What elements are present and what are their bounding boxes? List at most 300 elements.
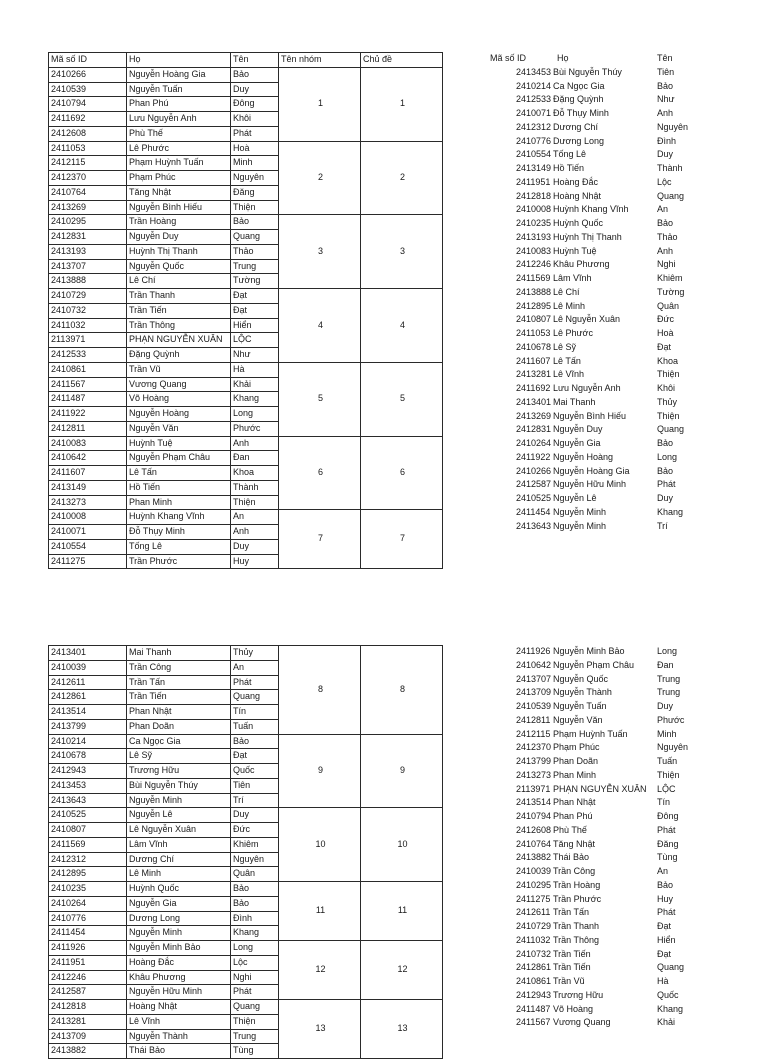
list-item-id: 2413707 bbox=[516, 673, 552, 684]
list-item-id: 2410807 bbox=[516, 314, 552, 325]
student-id-cell: 2410729 bbox=[49, 289, 127, 304]
student-ho-cell: Phan Minh bbox=[127, 495, 231, 510]
student-ten-cell: Bảo bbox=[231, 215, 279, 230]
student-ten-cell: Đức bbox=[231, 823, 279, 838]
student-id-cell: 2411569 bbox=[49, 837, 127, 852]
student-ho-cell: Phạm Huỳnh Tuấn bbox=[127, 156, 231, 171]
list-item-id: 2113971 bbox=[516, 783, 551, 794]
list-item-id: 2412587 bbox=[516, 479, 552, 490]
list-item-ho: Hồ Tiến bbox=[553, 163, 585, 173]
student-id-cell: 2411926 bbox=[49, 941, 127, 956]
student-id-cell: 2413799 bbox=[49, 719, 127, 734]
list-header-ten: Tên bbox=[657, 53, 673, 63]
list-item-ho: Nguyễn Hữu Minh bbox=[553, 479, 627, 490]
topic-number-cell: 9 bbox=[361, 734, 443, 808]
list-item-ten: Phát bbox=[657, 824, 676, 835]
list-item-ho: Trần Tiến bbox=[553, 962, 591, 973]
student-ten-cell: Phước bbox=[231, 421, 279, 436]
student-id-cell: 2410008 bbox=[49, 510, 127, 525]
student-ho-cell: Phan Doãn bbox=[127, 719, 231, 734]
list-item-ho: Huỳnh Quốc bbox=[553, 218, 604, 228]
list-item-ten: Đức bbox=[657, 314, 675, 325]
list-item-ten: Trí bbox=[657, 520, 668, 531]
student-ten-cell: Huy bbox=[231, 554, 279, 569]
student-ho-cell: Hồ Tiến bbox=[127, 480, 231, 495]
list-item-id: 2410554 bbox=[516, 149, 552, 160]
student-id-cell: 2413709 bbox=[49, 1029, 127, 1044]
student-ten-cell: Tiên bbox=[231, 778, 279, 793]
list-item-id: 2412312 bbox=[516, 121, 552, 132]
student-ten-cell: LỘC bbox=[231, 333, 279, 348]
list-item-ho: Tống Lê bbox=[553, 149, 587, 160]
student-id-cell: 2413193 bbox=[49, 244, 127, 259]
list-item-ten: Trung bbox=[657, 687, 681, 698]
list-item-ten: Phát bbox=[657, 907, 676, 918]
student-ho-cell: Trần Vũ bbox=[127, 362, 231, 377]
list-item-id: 2411053 bbox=[516, 328, 551, 338]
student-ten-cell: Đăng bbox=[231, 185, 279, 200]
group-number-cell: 12 bbox=[279, 941, 361, 1000]
student-ten-cell: Thảo bbox=[231, 244, 279, 259]
list-item-id: 2411275 bbox=[516, 893, 551, 904]
student-id-cell: 2410266 bbox=[49, 67, 127, 82]
list-item-ho: Phan Minh bbox=[553, 769, 597, 780]
header-ho: Họ bbox=[127, 53, 231, 68]
student-id-cell: 2412370 bbox=[49, 171, 127, 186]
list-item-ten: Bảo bbox=[657, 218, 674, 228]
student-ten-cell: Phát bbox=[231, 126, 279, 141]
student-id-cell: 2410083 bbox=[49, 436, 127, 451]
list-item-ho: Trần Hoàng bbox=[553, 879, 601, 890]
student-ten-cell: Quang bbox=[231, 1000, 279, 1015]
student-id-cell: 2413643 bbox=[49, 793, 127, 808]
list-item-ho: Lê Sỹ bbox=[553, 341, 577, 352]
list-item-ten: Thành bbox=[657, 163, 683, 173]
list-item-ho: Trần Thanh bbox=[553, 921, 600, 931]
student-ten-cell: Bảo bbox=[231, 67, 279, 82]
group-number-cell: 9 bbox=[279, 734, 361, 808]
student-ho-cell: Mai Thanh bbox=[127, 646, 231, 661]
student-ten-cell: Như bbox=[231, 348, 279, 363]
student-ho-cell: Nguyễn Hoàng bbox=[127, 407, 231, 422]
list-item-id: 2410214 bbox=[516, 80, 552, 91]
student-id-cell: 2410861 bbox=[49, 362, 127, 377]
group-table-2-body bbox=[49, 646, 443, 1059]
list-item-id: 2411032 bbox=[516, 934, 551, 945]
student-id-cell: 2411487 bbox=[49, 392, 127, 407]
list-item-id: 2411607 bbox=[516, 355, 551, 366]
student-ho-cell: Trần Tấn bbox=[127, 675, 231, 690]
student-ten-cell: Trí bbox=[231, 793, 279, 808]
list-item-ten: Nguyên bbox=[657, 742, 689, 753]
list-header-ho: Họ bbox=[557, 53, 569, 63]
list-item-ten: Bảo bbox=[657, 465, 674, 476]
group-number-cell: 4 bbox=[279, 289, 361, 363]
list-item-id: 2413882 bbox=[516, 852, 552, 863]
group-number-cell: 5 bbox=[279, 362, 361, 436]
list-item-ho: Nguyễn Gia bbox=[553, 438, 601, 448]
student-ten-cell: Thiện bbox=[231, 200, 279, 215]
list-item-id: 2410642 bbox=[516, 659, 552, 670]
list-item-id: 2411487 bbox=[516, 1003, 551, 1014]
student-ten-cell: Duy bbox=[231, 539, 279, 554]
list-item-ho: Trần Thông bbox=[553, 934, 600, 945]
student-ten-cell: Thiện bbox=[231, 1014, 279, 1029]
list-item-id: 2413453 bbox=[516, 66, 552, 77]
list-item-ten: Thiện bbox=[657, 369, 680, 380]
list-item-id: 2412611 bbox=[516, 907, 551, 918]
list-item-ten: Quang bbox=[657, 424, 685, 435]
student-ten-cell: Khoa bbox=[231, 466, 279, 481]
list-item-id: 2412861 bbox=[516, 962, 552, 973]
list-item-id: 2410525 bbox=[516, 493, 552, 503]
student-ten-cell: Duy bbox=[231, 808, 279, 823]
list-item-ho: Phan Phú bbox=[553, 811, 593, 821]
student-ten-cell: Long bbox=[231, 407, 279, 422]
student-ho-cell: Huỳnh Khang Vĩnh bbox=[127, 510, 231, 525]
list-item-ho: Lâm Vĩnh bbox=[553, 273, 592, 283]
list-item-ten: Thủy bbox=[657, 396, 678, 407]
list-item-ten: Thiện bbox=[657, 410, 680, 421]
list-item-ten: Đan bbox=[657, 659, 674, 670]
student-ho-cell: Vương Quang bbox=[127, 377, 231, 392]
list-item-id: 2410539 bbox=[516, 701, 552, 711]
student-ten-cell: Đạt bbox=[231, 749, 279, 764]
list-item-ho: Dương Long bbox=[553, 135, 604, 146]
list-item-id: 2410732 bbox=[516, 948, 552, 959]
list-item-ten: Hoà bbox=[657, 328, 674, 338]
student-ten-cell: Thành bbox=[231, 480, 279, 495]
list-item-id: 2410861 bbox=[516, 976, 552, 986]
list-item-ho: Trần Phước bbox=[553, 893, 602, 904]
list-item-id: 2410776 bbox=[516, 135, 552, 146]
student-id-cell: 2410807 bbox=[49, 823, 127, 838]
list-item-ho: Nguyễn Tuấn bbox=[553, 701, 607, 711]
student-ten-cell: Quang bbox=[231, 690, 279, 705]
student-ho-cell: Lưu Nguyễn Anh bbox=[127, 112, 231, 127]
student-ten-cell: Tường bbox=[231, 274, 279, 289]
list-item-ten: Long bbox=[657, 451, 678, 462]
student-ho-cell: Huỳnh Thị Thanh bbox=[127, 244, 231, 259]
list-item-ten: Tường bbox=[657, 286, 685, 297]
list-item-ten: Khang bbox=[657, 506, 684, 517]
list-item-ten: Đông bbox=[657, 811, 679, 821]
student-id-cell: 2410235 bbox=[49, 882, 127, 897]
list-item-id: 2412370 bbox=[516, 742, 552, 753]
list-item-ten: An bbox=[657, 866, 669, 876]
student-id-cell: 2410776 bbox=[49, 911, 127, 926]
list-item-id: 2413281 bbox=[516, 369, 552, 380]
list-item-id: 2412608 bbox=[516, 824, 552, 835]
list-item-ho: Hoàng Đắc bbox=[553, 176, 599, 187]
topic-number-cell: 2 bbox=[361, 141, 443, 215]
list-item-ho: Phan Nhật bbox=[553, 797, 596, 808]
student-ho-cell: Nguyễn Gia bbox=[127, 896, 231, 911]
student-ho-cell: Khâu Phương bbox=[127, 970, 231, 985]
student-ho-cell: Dương Long bbox=[127, 911, 231, 926]
list-item-ho: Hoàng Nhật bbox=[553, 190, 602, 201]
list-item-ten: Phát bbox=[657, 479, 676, 490]
student-id-cell: 2410539 bbox=[49, 82, 127, 97]
student-ten-cell: Hoà bbox=[231, 141, 279, 156]
student-id-cell: 2411922 bbox=[49, 407, 127, 422]
student-ten-cell: Hiển bbox=[231, 318, 279, 333]
list-item-ho: Nguyễn Minh Bảo bbox=[553, 646, 625, 656]
list-item-ho: Phạm Phúc bbox=[553, 742, 600, 753]
list-item-ho: Dương Chí bbox=[553, 121, 598, 132]
table-row bbox=[49, 362, 443, 377]
list-item-ho: Bùi Nguyễn Thúy bbox=[553, 66, 622, 77]
list-item-ten: Đăng bbox=[657, 838, 679, 849]
table-row bbox=[49, 141, 443, 156]
list-item-ho: Nguyễn Quốc bbox=[553, 673, 609, 684]
student-ten-cell: Khải bbox=[231, 377, 279, 392]
student-ho-cell: Trần Tiến bbox=[127, 303, 231, 318]
list-item-id: 2411926 bbox=[516, 646, 551, 656]
group-number-cell: 13 bbox=[279, 1000, 361, 1059]
header-ten: Tên bbox=[231, 53, 279, 68]
list-item-ten: Bảo bbox=[657, 80, 674, 91]
list-item-ten: Trung bbox=[657, 673, 681, 684]
student-id-cell: 2412608 bbox=[49, 126, 127, 141]
student-id-cell: 2413281 bbox=[49, 1014, 127, 1029]
list-item-ho: Huỳnh Khang Vĩnh bbox=[553, 204, 629, 215]
list-item-id: 2412246 bbox=[516, 259, 552, 270]
list-item-id: 2413193 bbox=[516, 231, 552, 242]
list-item-ten: Tín bbox=[657, 797, 671, 808]
list-item-ten: Quang bbox=[657, 962, 685, 973]
student-id-cell: 2412818 bbox=[49, 1000, 127, 1015]
student-id-cell: 2413707 bbox=[49, 259, 127, 274]
group-number-cell: 3 bbox=[279, 215, 361, 289]
student-ho-cell: Nguyễn Hoàng Gia bbox=[127, 67, 231, 82]
list-item-ho: Đặng Quỳnh bbox=[553, 94, 604, 105]
student-id-cell: 2411607 bbox=[49, 466, 127, 481]
list-item-id: 2410678 bbox=[516, 341, 552, 352]
group-number-cell: 1 bbox=[279, 67, 361, 141]
student-id-cell: 2413888 bbox=[49, 274, 127, 289]
student-ho-cell: Trần Hoàng bbox=[127, 215, 231, 230]
student-id-cell: 2411454 bbox=[49, 926, 127, 941]
list-item-ten: Khoa bbox=[657, 355, 679, 366]
student-ho-cell: Lê Tấn bbox=[127, 466, 231, 481]
list-item-ten: Duy bbox=[657, 149, 674, 160]
student-id-cell: 2411275 bbox=[49, 554, 127, 569]
list-item-ho: Lê Tấn bbox=[553, 355, 581, 366]
student-ho-cell: Dương Chí bbox=[127, 852, 231, 867]
student-ten-cell: Phát bbox=[231, 675, 279, 690]
student-id-cell: 2410295 bbox=[49, 215, 127, 230]
list-item-id: 2413273 bbox=[516, 769, 552, 780]
list-item-ho: Nguyễn Bình Hiếu bbox=[553, 410, 627, 421]
student-ten-cell: Hà bbox=[231, 362, 279, 377]
list-item-id: 2411922 bbox=[516, 451, 551, 462]
student-id-cell: 2413514 bbox=[49, 705, 127, 720]
student-ten-cell: Lộc bbox=[231, 955, 279, 970]
list-item-ho: Thái Bảo bbox=[553, 852, 590, 863]
student-ho-cell: Thái Bảo bbox=[127, 1044, 231, 1059]
student-ho-cell: Nguyễn Lê bbox=[127, 808, 231, 823]
list-item-ten: Hà bbox=[657, 976, 669, 986]
table-row bbox=[49, 808, 443, 823]
group-number-cell: 10 bbox=[279, 808, 361, 882]
student-ho-cell: Hoàng Đắc bbox=[127, 955, 231, 970]
student-ten-cell: Quang bbox=[231, 230, 279, 245]
student-ho-cell: Ca Ngọc Gia bbox=[127, 734, 231, 749]
student-ten-cell: Thiện bbox=[231, 495, 279, 510]
list-item-id: 2413514 bbox=[516, 797, 552, 808]
list-item-id: 2411692 bbox=[516, 383, 551, 393]
student-id-cell: 2413269 bbox=[49, 200, 127, 215]
student-ho-cell: Lê Phước bbox=[127, 141, 231, 156]
list-item-ho: Nguyễn Văn bbox=[553, 714, 603, 725]
student-id-cell: 2413882 bbox=[49, 1044, 127, 1059]
student-id-cell: 2412115 bbox=[49, 156, 127, 171]
student-id-cell: 2413273 bbox=[49, 495, 127, 510]
student-id-cell: 2411053 bbox=[49, 141, 127, 156]
list-item-ten: Duy bbox=[657, 493, 674, 503]
list-item-ten: Quốc bbox=[657, 989, 679, 1000]
list-item-ten: Anh bbox=[657, 108, 674, 118]
header-row bbox=[49, 53, 443, 68]
list-item-ho: Tăng Nhật bbox=[553, 838, 596, 849]
list-item-id: 2412533 bbox=[516, 94, 552, 105]
group-table-2 bbox=[48, 645, 443, 1059]
student-ten-cell: Khiêm bbox=[231, 837, 279, 852]
list-item-ten: Anh bbox=[657, 245, 674, 256]
student-ten-cell: Khang bbox=[231, 392, 279, 407]
student-ten-cell: Minh bbox=[231, 156, 279, 171]
student-ho-cell: Phan Nhật bbox=[127, 705, 231, 720]
list-item-ho: Nguyễn Phạm Châu bbox=[553, 659, 635, 670]
list-item-ten: Minh bbox=[657, 728, 677, 739]
table-row bbox=[49, 67, 443, 82]
list-item-ten: Bảo bbox=[657, 879, 674, 890]
table-row bbox=[49, 510, 443, 525]
student-ho-cell: Phạm Phúc bbox=[127, 171, 231, 186]
student-ten-cell: Tín bbox=[231, 705, 279, 720]
student-ten-cell: Đạt bbox=[231, 289, 279, 304]
topic-number-cell: 3 bbox=[361, 215, 443, 289]
list-item-ten: Duy bbox=[657, 701, 674, 711]
list-item-id: 2413709 bbox=[516, 687, 552, 698]
list-item-ten: Khiêm bbox=[657, 273, 683, 283]
student-id-cell: 2413453 bbox=[49, 778, 127, 793]
list-item-id: 2411951 bbox=[516, 176, 551, 187]
student-ho-cell: Nguyễn Duy bbox=[127, 230, 231, 245]
student-id-cell: 2412831 bbox=[49, 230, 127, 245]
list-item-ten: Nguyên bbox=[657, 121, 689, 132]
list-item-ho: Huỳnh Thị Thanh bbox=[553, 231, 622, 242]
student-id-cell: 2410678 bbox=[49, 749, 127, 764]
student-ho-cell: Nguyễn Quốc bbox=[127, 259, 231, 274]
student-ho-cell: Trương Hữu bbox=[127, 764, 231, 779]
student-id-cell: 2413149 bbox=[49, 480, 127, 495]
student-id-cell: 2412246 bbox=[49, 970, 127, 985]
list-item-id: 2411569 bbox=[516, 273, 551, 283]
list-item-ten: Quân bbox=[657, 300, 680, 311]
student-id-cell: 2411032 bbox=[49, 318, 127, 333]
list-item-ten: Đạt bbox=[657, 948, 672, 959]
topic-number-cell: 7 bbox=[361, 510, 443, 569]
student-ten-cell: Duy bbox=[231, 82, 279, 97]
list-item-ho: Mai Thanh bbox=[553, 396, 596, 407]
list-item-ten: Khang bbox=[657, 1003, 684, 1014]
list-item-ho: Lê Nguyễn Xuân bbox=[553, 314, 621, 325]
topic-number-cell: 11 bbox=[361, 882, 443, 941]
group-table-1-body bbox=[49, 53, 443, 569]
list-item-ho: Trần Công bbox=[553, 866, 596, 876]
list-item-ho: Trần Vũ bbox=[553, 976, 585, 986]
student-ten-cell: Anh bbox=[231, 436, 279, 451]
table-row bbox=[49, 289, 443, 304]
list-item-ten: Khải bbox=[657, 1017, 676, 1028]
student-ten-cell: An bbox=[231, 660, 279, 675]
student-id-cell: 2410794 bbox=[49, 97, 127, 112]
student-ho-cell: Võ Hoàng bbox=[127, 392, 231, 407]
student-ten-cell: Nghi bbox=[231, 970, 279, 985]
list-item-id: 2411567 bbox=[516, 1017, 551, 1028]
student-ho-cell: Trần Thanh bbox=[127, 289, 231, 304]
student-id-cell: 2410525 bbox=[49, 808, 127, 823]
list-item-id: 2413643 bbox=[516, 520, 552, 531]
list-item-id: 2410266 bbox=[516, 465, 552, 476]
list-item-id: 2410764 bbox=[516, 838, 552, 849]
group-number-cell: 2 bbox=[279, 141, 361, 215]
list-item-ten: Huy bbox=[657, 893, 674, 904]
list-item-ten: Lộc bbox=[657, 176, 672, 187]
list-item-ten: Bảo bbox=[657, 438, 674, 448]
student-ho-cell: Nguyễn Minh bbox=[127, 926, 231, 941]
list-item-id: 2410794 bbox=[516, 811, 552, 821]
list-item-ten: Long bbox=[657, 646, 678, 656]
topic-number-cell: 13 bbox=[361, 1000, 443, 1059]
list-item-ten: Quang bbox=[657, 190, 685, 201]
list-item-id: 2412115 bbox=[516, 728, 551, 739]
header-chu-de: Chủ đề bbox=[361, 53, 443, 68]
student-ho-cell: PHẠN NGUYỄN XUÂN bbox=[127, 333, 231, 348]
list-item-ten: Tuấn bbox=[657, 756, 678, 766]
list-item-ho: Nguyễn Hoàng Gia bbox=[553, 465, 630, 476]
list-item-ho: Phù Thế bbox=[553, 824, 587, 835]
student-id-cell: 2410071 bbox=[49, 525, 127, 540]
list-item-ten: Tùng bbox=[657, 852, 678, 863]
list-item-ho: Lưu Nguyễn Anh bbox=[553, 383, 621, 393]
student-ten-cell: Khang bbox=[231, 926, 279, 941]
student-ho-cell: Phù Thế bbox=[127, 126, 231, 141]
list-item-id: 2410235 bbox=[516, 218, 552, 228]
student-id-cell: 2413401 bbox=[49, 646, 127, 661]
list-item-ten: Hiển bbox=[657, 934, 676, 945]
student-ho-cell: Lê Nguyễn Xuân bbox=[127, 823, 231, 838]
group-number-cell: 11 bbox=[279, 882, 361, 941]
list-item-ho: Nguyễn Minh bbox=[553, 506, 607, 517]
table-row bbox=[49, 1000, 443, 1015]
student-ho-cell: Nguyễn Tuấn bbox=[127, 82, 231, 97]
student-id-cell: 2412533 bbox=[49, 348, 127, 363]
student-ten-cell: Đình bbox=[231, 911, 279, 926]
header-ten-nhom: Tên nhóm bbox=[279, 53, 361, 68]
list-item-ten: Thảo bbox=[657, 231, 678, 242]
list-item-ho: Huỳnh Tuệ bbox=[553, 245, 597, 256]
student-ho-cell: Tăng Nhật bbox=[127, 185, 231, 200]
list-item-ten: Tiên bbox=[657, 66, 675, 77]
student-id-cell: 2410039 bbox=[49, 660, 127, 675]
list-item-ho: Lê Chí bbox=[553, 286, 580, 297]
list-header-id: Mã số ID bbox=[490, 53, 527, 63]
list-item-ho: Phan Doãn bbox=[553, 756, 599, 766]
student-ho-cell: Trần Tiến bbox=[127, 690, 231, 705]
